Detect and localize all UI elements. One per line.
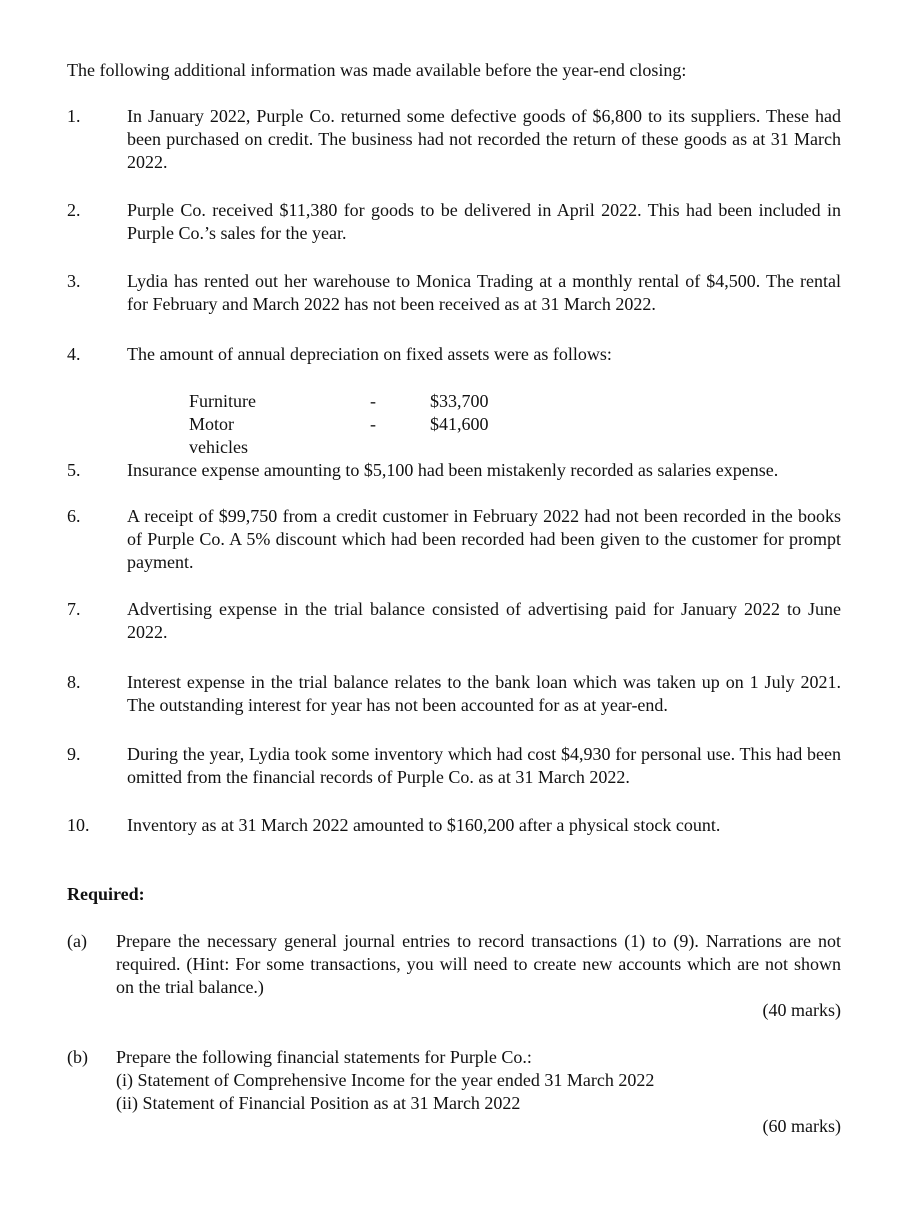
item-text: Inventory as at 31 March 2022 amounted to $160,200 after a physical stock count.	[127, 815, 721, 835]
item-number: 9.	[67, 744, 81, 764]
item-text: A receipt of $99,750 from a credit customer in February 2022 had not been recorded in the books of Purple Co. A 5% discount which had been recorded had been given to the customer for prompt payment.	[127, 506, 841, 572]
item-number: 5.	[67, 460, 81, 480]
item-text: Advertising expense in the trial balance consisted of advertising paid for January 2022 to June 2022.	[127, 599, 841, 642]
depreciation-dash: -	[370, 414, 376, 434]
item-number: 1.	[67, 106, 81, 126]
item-number: 7.	[67, 599, 81, 619]
item-number: 3.	[67, 271, 81, 291]
item-number: 6.	[67, 506, 81, 526]
depreciation-amount: $33,700	[430, 391, 489, 411]
item-text: During the year, Lydia took some inventory which had cost $4,930 for personal use. This had been omitted from the financial records of Purple Co. as at 31 March 2022.	[127, 744, 841, 787]
item-number: 10.	[67, 815, 90, 835]
marks-a: (40 marks)	[762, 1000, 841, 1020]
depreciation-label: Motor vehicles	[189, 414, 248, 457]
part-text	[116, 1046, 841, 1115]
part-text: Prepare the necessary general journal entries to record transactions (1) to (9). Narrations are not required. (Hint: For some transactions, you will need to create new accounts which are not shown on the trial balance.)	[116, 931, 841, 997]
depreciation-amount: $41,600	[430, 414, 489, 434]
part-label: (a)	[67, 931, 87, 951]
required-heading: Required:	[67, 884, 145, 904]
item-text: Lydia has rented out her warehouse to Monica Trading at a monthly rental of $4,500. The rental for February and March 2022 has not been received as at 31 March 2022.	[127, 271, 841, 314]
item-text: Insurance expense amounting to $5,100 had been mistakenly recorded as salaries expense.	[127, 460, 779, 480]
item-text: In January 2022, Purple Co. returned some defective goods of $6,800 to its suppliers. These had been purchased on credit. The business had not recorded the return of these goods as at 31 March 2022.	[127, 106, 841, 172]
part-b-sub-ii: (ii) Statement of Financial Position as at 31 March 2022	[116, 1093, 521, 1113]
part-b-sub-i: (i) Statement of Comprehensive Income for the year ended 31 March 2022	[116, 1070, 655, 1090]
item-number: 4.	[67, 344, 81, 364]
intro-text: The following additional information was made available before the year-end closing:	[67, 60, 687, 80]
item-number: 2.	[67, 200, 81, 220]
part-b-intro: Prepare the following financial statements for Purple Co.:	[116, 1047, 532, 1067]
item-text: The amount of annual depreciation on fixed assets were as follows:	[127, 344, 612, 364]
marks-b: (60 marks)	[762, 1116, 841, 1136]
item-number: 8.	[67, 672, 81, 692]
item-text: Purple Co. received $11,380 for goods to be delivered in April 2022. This had been included in Purple Co.’s sales for the year.	[127, 200, 841, 243]
part-label: (b)	[67, 1047, 88, 1067]
depreciation-label: Furniture	[189, 391, 256, 411]
depreciation-dash: -	[370, 391, 376, 411]
item-text: Interest expense in the trial balance relates to the bank loan which was taken up on 1 July 2021. The outstanding interest for year has not been accounted for as at year-end.	[127, 672, 841, 715]
